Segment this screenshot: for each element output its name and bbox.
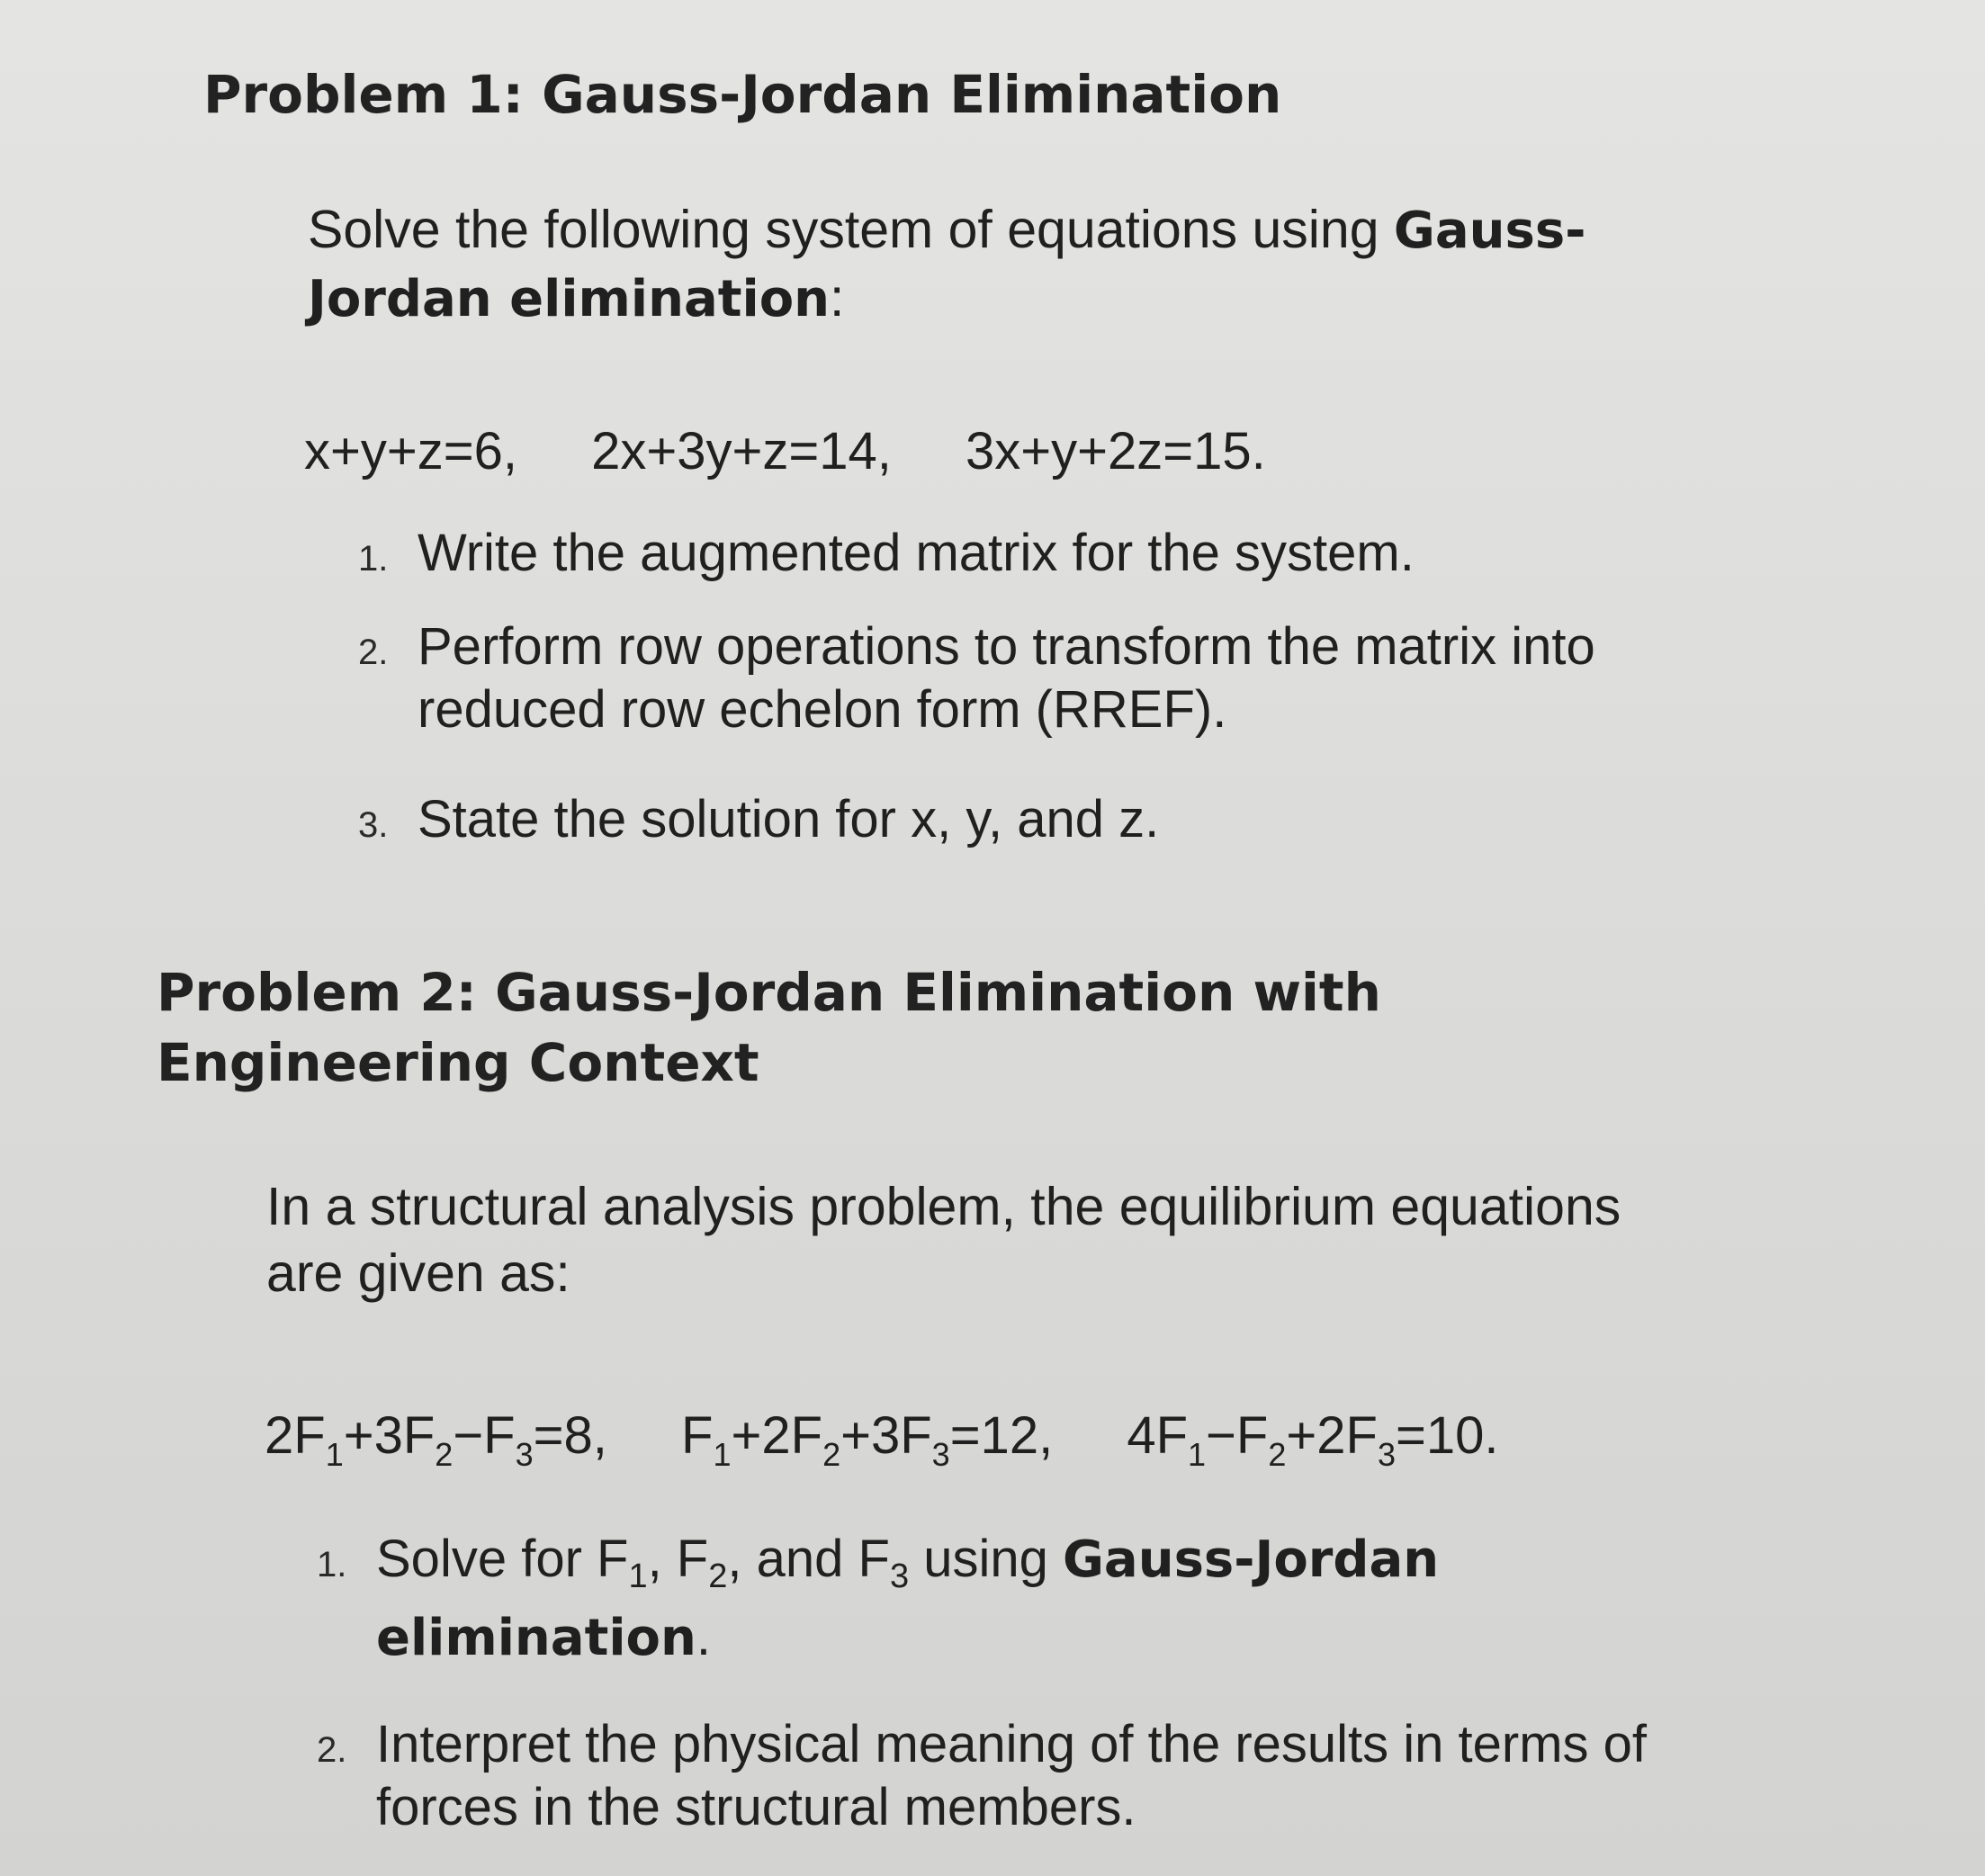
equation-1: x+y+z=6,: [304, 422, 517, 480]
list-number: 1.: [317, 1545, 347, 1584]
problem-1-equations: [304, 416, 1266, 488]
task-text: Perform row operations to transform the matrix into reduced row echelon form (RREF).: [418, 617, 1595, 739]
equation-3: 3x+y+2z=15.: [966, 422, 1266, 480]
problem-1-intro: [308, 196, 1603, 333]
problem-1-heading: Problem 1: Gauss-Jordan Elimination: [203, 64, 1282, 125]
problem-1-intro-bold: Gauss-Jordan elimination: [308, 202, 1586, 328]
task-bold-text: Gauss-Jordan elimination: [376, 1530, 1440, 1667]
list-number: 1.: [358, 539, 389, 579]
force-equation-1: $2F_1+3F_2-F_3=8$,: [265, 1406, 607, 1473]
force-equation-3: $4F_1-F_2+2F_3=10$.: [1127, 1406, 1499, 1473]
problem-1-task-2: [358, 615, 1636, 741]
list-number: 3.: [358, 805, 389, 845]
task-text: Interpret the physical meaning of the results in terms of forces in the structural members.: [376, 1715, 1648, 1836]
task-text: State the solution for x, y, and z.: [418, 790, 1160, 848]
problem-2-task-list: [317, 1521, 1720, 1839]
list-number: 2.: [317, 1730, 347, 1770]
problem-2-equations: [265, 1400, 1498, 1472]
problem-1-task-3: [358, 788, 1636, 851]
problem-2-heading: Problem 2: Gauss-Jordan Elimination with Engineering Context: [157, 962, 1381, 1093]
list-number: 2.: [358, 633, 389, 672]
problem-2-task-1: 1. Solve for $F_1$, $F_2$, and $F_3$ using Gauss-Jordan elimination.: [317, 1530, 1440, 1667]
problem-1-task-1: [358, 522, 1636, 585]
problem-1-intro-text: Solve the following system of equations using: [308, 200, 1394, 259]
task-text: Write the augmented matrix for the system.: [418, 524, 1415, 582]
equation-2: 2x+3y+z=14,: [591, 422, 892, 480]
force-equation-2: $F_1+2F_2+3F_3=12$,: [681, 1406, 1054, 1473]
problem-2-intro: In a structural analysis problem, the equilibrium equations are given as:: [266, 1177, 1621, 1303]
problem-1-task-list: [358, 522, 1636, 851]
problem-2-task-2: [317, 1713, 1720, 1839]
problem-1-intro-end: :: [830, 268, 845, 328]
